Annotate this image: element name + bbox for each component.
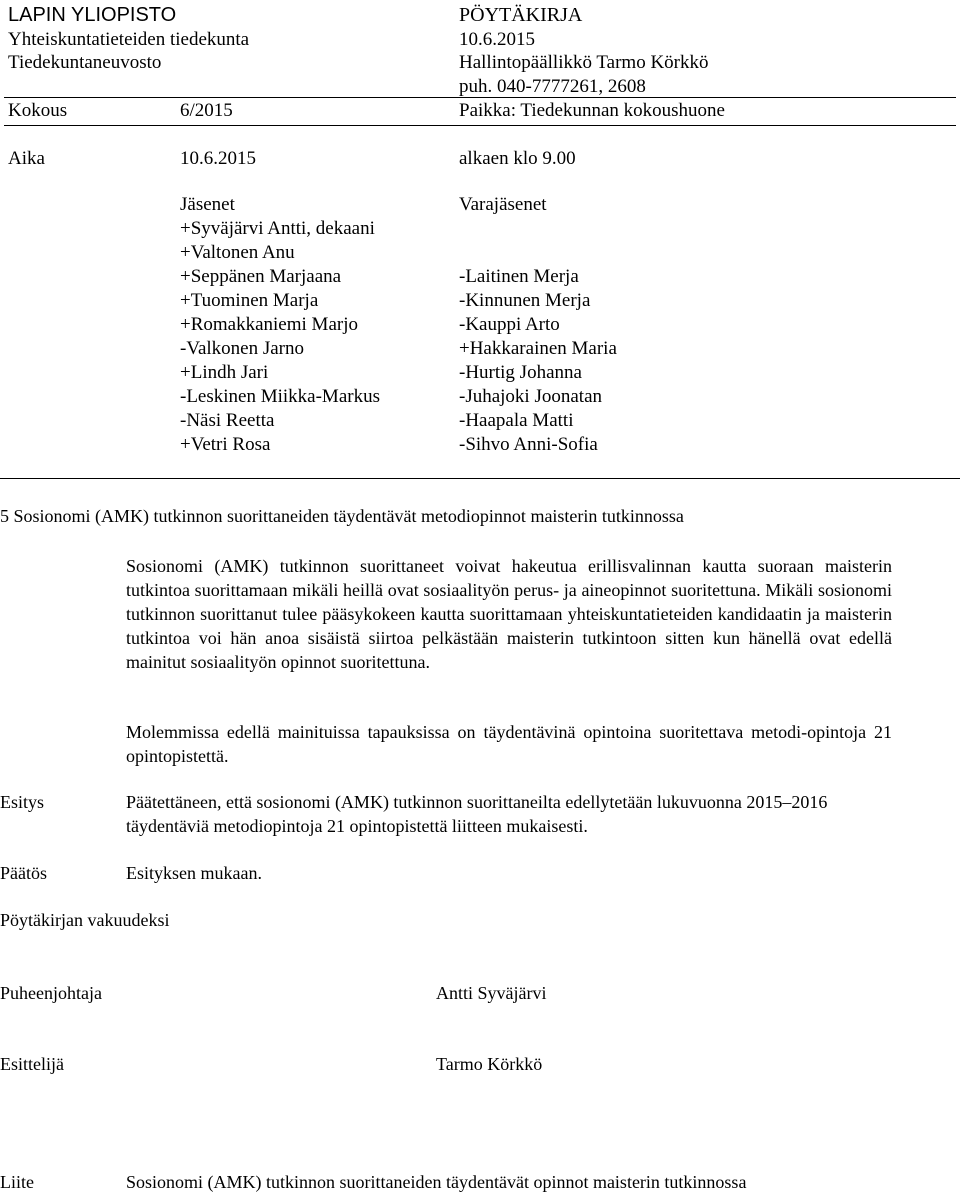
council-name: Tiedekuntaneuvosto bbox=[8, 52, 162, 73]
header-divider bbox=[4, 97, 956, 98]
paatos-text: Esityksen mukaan. bbox=[126, 863, 262, 883]
member-entry: +Lindh Jari bbox=[180, 362, 269, 383]
member-entry: +Seppänen Marjaana bbox=[180, 266, 342, 287]
member-entry: +Tuominen Marja bbox=[180, 290, 319, 311]
chair-label: Puheenjohtaja bbox=[0, 983, 102, 1003]
meeting-divider bbox=[4, 125, 956, 126]
institution-name: LAPIN YLIOPISTO bbox=[8, 4, 177, 26]
member-entry: -Valkonen Jarno bbox=[180, 338, 304, 359]
kokous-label: Kokous bbox=[8, 100, 68, 121]
item-paragraph-1: Sosionomi (AMK) tutkinnon suorittaneet voivat hakeutua erillisvalinnan kautta suoraan maisterin tutkintoa suorittamaan mikäli heillä ovat sosiaalityön perus- ja aineopinnot suoritettuna. Mikäli sosionomi tutkinnon suorittanut tulee pääsykokeen kautta suorittamaan yhteiskuntatieteiden kandidaatin ja maisterin tutkintoa voi hän anoa sisäistä siirtoa pelkästään maisterin tutkintoon sitten kun hänellä ovat edellä mainitut sosiaalityön opinnot suoritettuna. bbox=[126, 556, 892, 672]
presenter-name: Tarmo Körkkö bbox=[436, 1054, 543, 1074]
members-title: Jäsenet bbox=[180, 194, 235, 215]
contact-name: Hallintopäällikkö Tarmo Körkkö bbox=[459, 52, 709, 73]
item-paragraph-2: Molemmissa edellä mainituissa tapauksissa on täydentävinä opintoina suoritettava metodi-opintoja 21 opintopistettä. bbox=[126, 722, 892, 766]
presenter-label: Esittelijä bbox=[0, 1054, 64, 1074]
member-entry: -Näsi Reetta bbox=[180, 410, 275, 431]
attendance-divider bbox=[0, 478, 960, 479]
chair-name: Antti Syväjärvi bbox=[436, 983, 547, 1003]
deputy-entry: -Haapala Matti bbox=[459, 410, 574, 431]
aika-time: alkaen klo 9.00 bbox=[459, 148, 576, 169]
deputy-entry: -Kauppi Arto bbox=[459, 314, 560, 335]
deputy-entry: -Laitinen Merja bbox=[459, 266, 579, 287]
kokous-value: 6/2015 bbox=[180, 100, 233, 121]
document-date: 10.6.2015 bbox=[459, 29, 535, 50]
document-type: PÖYTÄKIRJA bbox=[459, 4, 583, 26]
deputy-entry: +Hakkarainen Maria bbox=[459, 338, 617, 359]
member-entry: +Syväjärvi Antti, dekaani bbox=[180, 218, 375, 239]
faculty-name: Yhteiskuntatieteiden tiedekunta bbox=[8, 29, 250, 50]
member-entry: +Vetri Rosa bbox=[180, 434, 271, 455]
member-entry: -Leskinen Miikka-Markus bbox=[180, 386, 380, 407]
esitys-label: Esitys bbox=[0, 792, 45, 812]
deputies-title: Varajäsenet bbox=[459, 194, 547, 215]
deputy-entry: -Kinnunen Merja bbox=[459, 290, 591, 311]
deputy-entry: -Hurtig Johanna bbox=[459, 362, 582, 383]
attachment-label: Liite bbox=[0, 1172, 34, 1192]
aika-date: 10.6.2015 bbox=[180, 148, 256, 169]
esitys-text: Päätettäneen, että sosionomi (AMK) tutkinnon suorittaneilta edellytetään lukuvuonna 2015–2016 täydentäviä metodiopintoja 21 opintopistettä liitteen mukaisesti. bbox=[126, 792, 828, 836]
contact-phone: puh. 040-7777261, 2608 bbox=[459, 76, 646, 97]
deputy-entry: -Juhajoki Joonatan bbox=[459, 386, 603, 407]
deputy-entry: -Sihvo Anni-Sofia bbox=[459, 434, 598, 455]
signatures-heading: Pöytäkirjan vakuudeksi bbox=[0, 910, 170, 930]
paatos-label: Päätös bbox=[0, 863, 47, 883]
aika-label: Aika bbox=[8, 148, 45, 169]
member-entry: +Valtonen Anu bbox=[180, 242, 295, 263]
item-title: 5 Sosionomi (AMK) tutkinnon suorittaneiden täydentävät metodiopinnot maisterin tutkinnossa bbox=[0, 506, 684, 526]
meeting-place: Paikka: Tiedekunnan kokoushuone bbox=[459, 100, 725, 121]
attachment-text: Sosionomi (AMK) tutkinnon suorittaneiden täydentävät opinnot maisterin tutkinnossa bbox=[126, 1172, 747, 1192]
member-entry: +Romakkaniemi Marjo bbox=[180, 314, 358, 335]
